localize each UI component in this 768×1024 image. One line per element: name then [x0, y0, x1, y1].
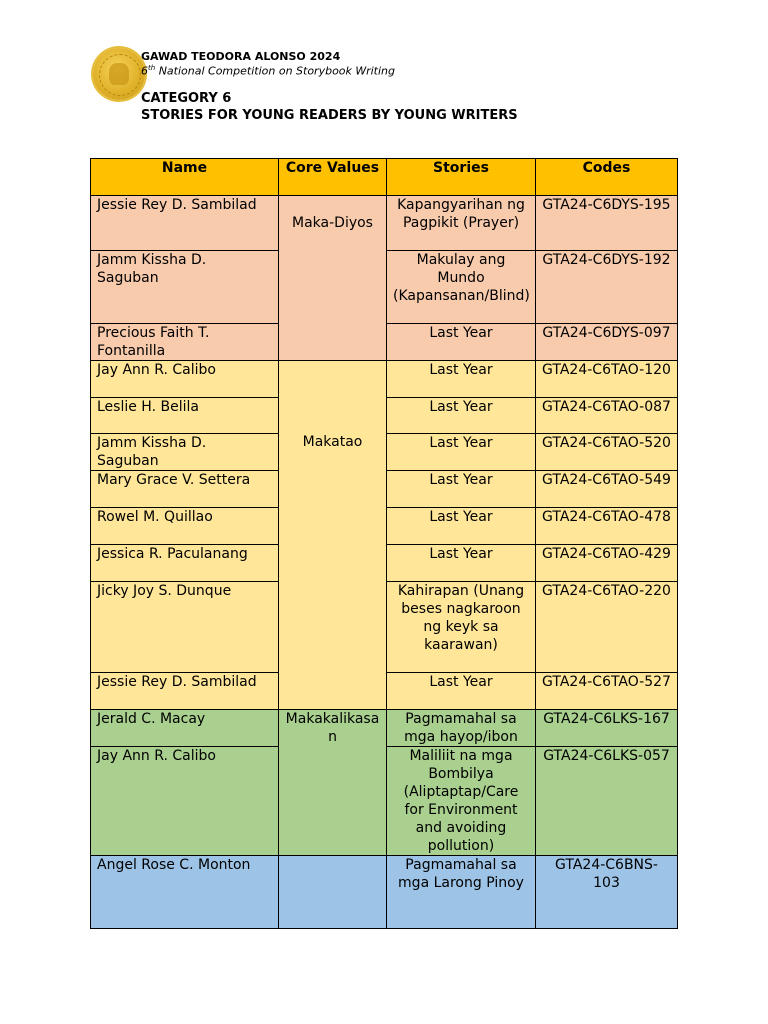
- entry-code: GTA24-C6DYS-195: [536, 196, 678, 251]
- entry-story: Last Year: [387, 673, 536, 710]
- entry-code: GTA24-C6BNS-103: [536, 856, 678, 929]
- entry-code: GTA24-C6TAO-549: [536, 471, 678, 508]
- entry-story: Last Year: [387, 545, 536, 582]
- entry-name: Rowel M. Quillao: [91, 508, 279, 545]
- gold-seal-icon: [93, 48, 145, 100]
- entry-story: Last Year: [387, 361, 536, 398]
- entry-story: Last Year: [387, 398, 536, 434]
- entry-story: Makulay ang Mundo (Kapansanan/Blind): [387, 251, 536, 324]
- entry-code: GTA24-C6TAO-478: [536, 508, 678, 545]
- entry-name: Jamm Kissha D. Saguban: [91, 251, 279, 324]
- table-row: [91, 856, 678, 929]
- entry-story: Last Year: [387, 434, 536, 471]
- entry-name: Angel Rose C. Monton: [91, 856, 279, 929]
- organization-title: GAWAD TEODORA ALONSO 2024: [141, 50, 341, 63]
- entry-story: Kahirapan (Unang beses nagkaroon ng keyk sa kaarawan): [387, 582, 536, 673]
- entry-name: Jicky Joy S. Dunque: [91, 582, 279, 673]
- entry-name: Jamm Kissha D. Saguban: [91, 434, 279, 471]
- entry-code: GTA24-C6TAO-527: [536, 673, 678, 710]
- table-row: [91, 196, 678, 251]
- entry-name: Mary Grace V. Settera: [91, 471, 279, 508]
- core-value-cell: Makakalikasan: [279, 710, 387, 856]
- column-header-name: Name: [91, 159, 279, 196]
- category-label: CATEGORY 6: [141, 91, 232, 106]
- table-row: [91, 710, 678, 747]
- entry-code: GTA24-C6TAO-520: [536, 434, 678, 471]
- entry-story: Kapangyarihan ng Pagpikit (Prayer): [387, 196, 536, 251]
- table-row: [91, 361, 678, 398]
- entry-code: GTA24-C6TAO-429: [536, 545, 678, 582]
- table-header-row: [91, 159, 678, 196]
- entry-story: Last Year: [387, 508, 536, 545]
- entry-code: GTA24-C6TAO-120: [536, 361, 678, 398]
- entry-code: GTA24-C6DYS-097: [536, 324, 678, 361]
- entry-story: Last Year: [387, 324, 536, 361]
- entry-story: Maliliit na mga Bombilya (Aliptaptap/Care for Environment and avoiding pollution): [387, 747, 536, 856]
- entry-name: Jerald C. Macay: [91, 710, 279, 747]
- entry-name: Precious Faith T. Fontanilla: [91, 324, 279, 361]
- core-value-cell: Makatao: [279, 361, 387, 710]
- entry-code: GTA24-C6LKS-057: [536, 747, 678, 856]
- competition-title: 6th National Competition on Storybook Writing: [141, 64, 395, 78]
- entry-name: Jessie Rey D. Sambilad: [91, 673, 279, 710]
- entry-name: Leslie H. Belila: [91, 398, 279, 434]
- entry-code: GTA24-C6LKS-167: [536, 710, 678, 747]
- entries-table: [90, 158, 678, 929]
- entry-name: Jessie Rey D. Sambilad: [91, 196, 279, 251]
- entry-code: GTA24-C6TAO-220: [536, 582, 678, 673]
- core-value-cell: [279, 856, 387, 929]
- entry-story: Pagmamahal sa mga Larong Pinoy: [387, 856, 536, 929]
- entry-story: Pagmamahal sa mga hayop/ibon: [387, 710, 536, 747]
- entry-name: Jay Ann R. Calibo: [91, 361, 279, 398]
- column-header-stories: Stories: [387, 159, 536, 196]
- category-title: STORIES FOR YOUNG READERS BY YOUNG WRITERS: [141, 108, 518, 123]
- entry-name: Jay Ann R. Calibo: [91, 747, 279, 856]
- column-header-codes: Codes: [536, 159, 678, 196]
- column-header-core-values: Core Values: [279, 159, 387, 196]
- entry-code: GTA24-C6DYS-192: [536, 251, 678, 324]
- entry-code: GTA24-C6TAO-087: [536, 398, 678, 434]
- core-value-cell: Maka-Diyos: [279, 196, 387, 361]
- entry-name: Jessica R. Paculanang: [91, 545, 279, 582]
- entry-story: Last Year: [387, 471, 536, 508]
